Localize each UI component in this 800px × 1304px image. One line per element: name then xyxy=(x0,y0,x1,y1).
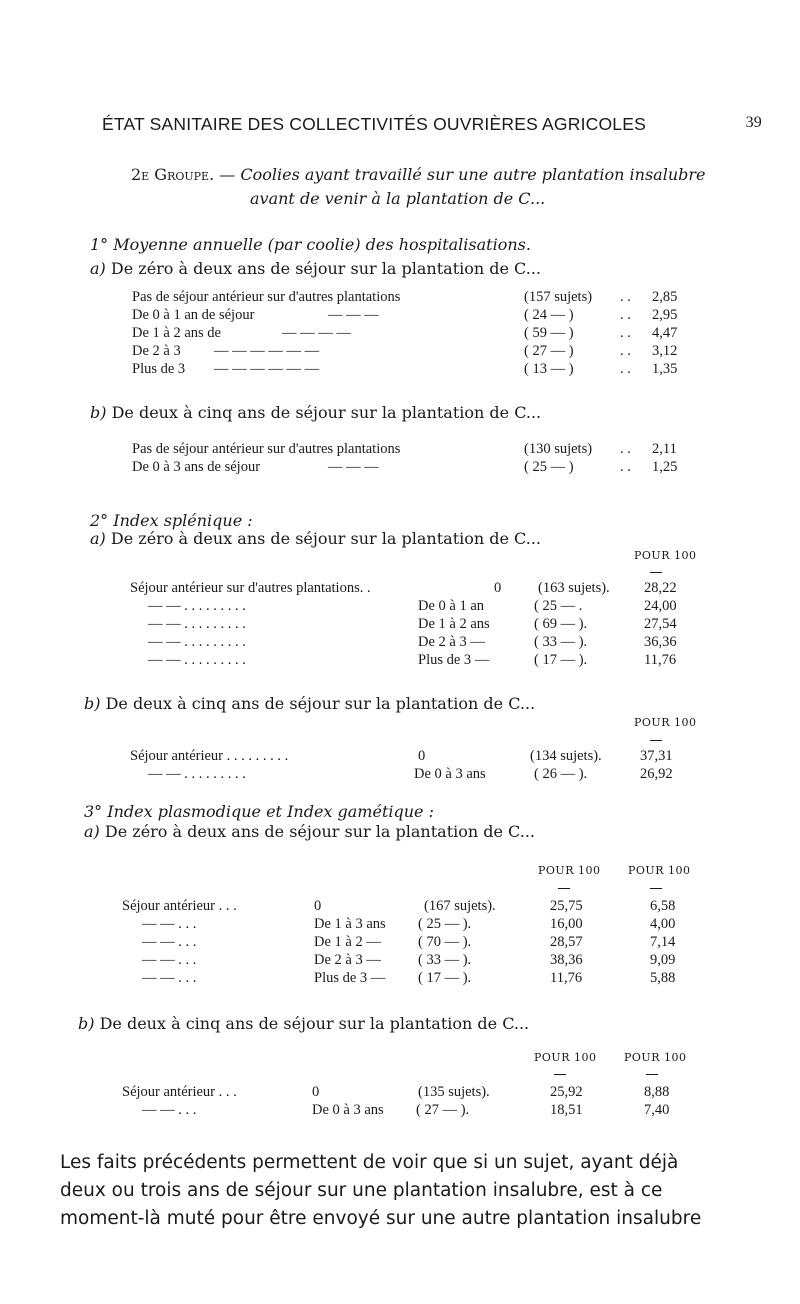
section3-a-line: a) De zéro à deux ans de séjour sur la plantation de C... xyxy=(84,822,535,841)
table-row: Séjour antérieur . . . 0 (135 sujets). 25,92 8,88 xyxy=(122,1084,670,1100)
paragraph-line-1: Les faits précédents permettent de voir que si un sujet, ayant déjà xyxy=(60,1152,679,1173)
column-rule xyxy=(650,572,662,573)
column-rule xyxy=(646,1074,658,1075)
column-header-1: POUR 100 xyxy=(538,864,601,877)
table-row: — — . . . . . . . . . De 0 à 1 an ( 25 — . 24,00 xyxy=(148,598,677,614)
section2-b-line: b) De deux à cinq ans de séjour sur la plantation de C... xyxy=(84,694,536,713)
section1-b-line: b) De deux à cinq ans de séjour sur la plantation de C... xyxy=(90,403,542,422)
group-title-text: — Coolies ayant travaillé sur une autre plantation insalubre xyxy=(219,165,706,184)
table-row: De 0 à 3 ans de séjour — — — ( 25 — ) . . 1,25 xyxy=(132,459,678,475)
table-row: De 2 à 3 — — — — — — ( 27 — ) . . 3,12 xyxy=(132,343,678,359)
group-title-line2: avant de venir à la plantation de C... xyxy=(250,189,546,208)
column-header-2: POUR 100 xyxy=(624,1051,687,1064)
table-row: — — . . . De 0 à 3 ans ( 27 — ). 18,51 7,40 xyxy=(142,1102,670,1118)
table-row: Séjour antérieur . . . . . . . . . 0 (134 sujets). 37,31 xyxy=(130,748,673,764)
column-header: POUR 100 xyxy=(634,716,697,729)
section2-heading: 2° Index splénique : xyxy=(90,511,253,530)
table-row: — — . . . De 1 à 2 — ( 70 — ). 28,57 7,14 xyxy=(142,934,676,950)
table-row: — — . . . . . . . . . Plus de 3 — ( 17 — ). 11,76 xyxy=(148,652,677,668)
table-row: — — . . . . . . . . . De 1 à 2 ans ( 69 — ). 27,54 xyxy=(148,616,677,632)
column-header: POUR 100 xyxy=(634,549,697,562)
section2-a-line: a) De zéro à deux ans de séjour sur la plantation de C... xyxy=(90,529,541,548)
section3-heading: 3° Index plasmodique et Index gamétique : xyxy=(84,802,434,821)
running-header xyxy=(102,114,762,135)
column-header-2: POUR 100 xyxy=(628,864,691,877)
page-number: 39 xyxy=(745,114,762,131)
paragraph-line-2: deux ou trois ans de séjour sur une plantation insalubre, est à ce xyxy=(60,1180,663,1201)
table-row: Séjour antérieur . . . 0 (167 sujets). 25,75 6,58 xyxy=(122,898,676,914)
column-header-1: POUR 100 xyxy=(534,1051,597,1064)
table-row: De 1 à 2 ans de — — — — ( 59 — ) . . 4,47 xyxy=(132,325,678,341)
section3-b-line: b) De deux à cinq ans de séjour sur la plantation de C... xyxy=(78,1014,530,1033)
paragraph-line-3: moment-là muté pour être envoyé sur une autre plantation insalubre xyxy=(60,1208,702,1229)
group-label: 2e Groupe. xyxy=(131,165,215,184)
column-rule xyxy=(650,740,662,741)
column-rule xyxy=(558,888,570,889)
table-row: Pas de séjour antérieur sur d'autres plantations (130 sujets) . . 2,11 xyxy=(132,441,677,457)
table-row: Pas de séjour antérieur sur d'autres plantations (157 sujets) . . 2,85 xyxy=(132,289,678,305)
table-row: — — . . . De 1 à 3 ans ( 25 — ). 16,00 4,00 xyxy=(142,916,676,932)
table-row: — — . . . . . . . . . De 2 à 3 — ( 33 — ). 36,36 xyxy=(148,634,677,650)
table-row: Plus de 3 — — — — — — ( 13 — ) . . 1,35 xyxy=(132,361,678,377)
column-rule xyxy=(554,1074,566,1075)
table-row: Séjour antérieur sur d'autres plantations. . 0 (163 sujets). 28,22 xyxy=(130,580,677,596)
table-row: — — . . . De 2 à 3 — ( 33 — ). 38,36 9,09 xyxy=(142,952,676,968)
table-row: De 0 à 1 an de séjour — — — ( 24 — ) . . 2,95 xyxy=(132,307,678,323)
group-title-line1 xyxy=(131,165,705,184)
running-title: ÉTAT SANITAIRE DES COLLECTIVITÉS OUVRIÈRES AGRICOLES xyxy=(102,114,646,134)
table-row: — — . . . Plus de 3 — ( 17 — ). 11,76 5,88 xyxy=(142,970,676,986)
section1-a-line: a) De zéro à deux ans de séjour sur la plantation de C... xyxy=(90,259,541,278)
column-rule xyxy=(650,888,662,889)
section1-heading: 1° Moyenne annuelle (par coolie) des hospitalisations. xyxy=(90,235,531,254)
table-row: — — . . . . . . . . . De 0 à 3 ans ( 26 — ). 26,92 xyxy=(148,766,673,782)
